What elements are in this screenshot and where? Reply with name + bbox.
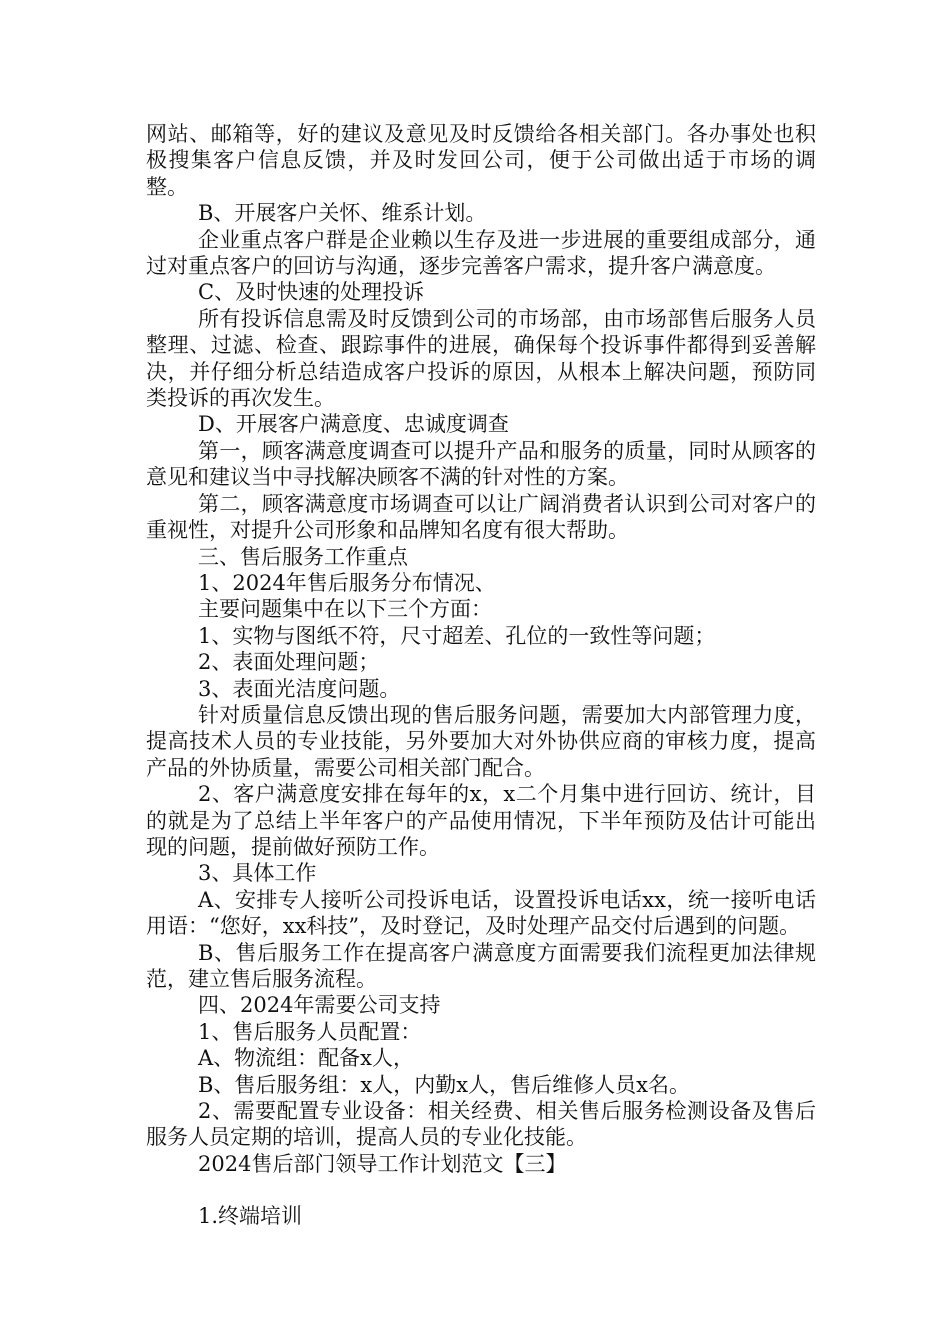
paragraph: 第一，顾客满意度调查可以提升产品和服务的质量，同时从顾客的意见和建议当中寻找解决顾客不满的针对性的方案。: [146, 438, 816, 490]
paragraph: A、物流组：配备x人，: [198, 1046, 415, 1071]
paragraph: 3、表面光洁度问题。: [198, 676, 401, 701]
paragraph: 网站、邮箱等，好的建议及意见及时反馈给各相关部门。各办事处也积极搜集客户信息反馈，并及时发回公司，便于公司做出适于市场的调整。: [146, 122, 816, 199]
paragraph: 2024售后部门领导工作计划范文【三】: [198, 1151, 567, 1176]
blank-line: [146, 1177, 816, 1203]
paragraph: C、及时快速的处理投诉: [198, 280, 425, 305]
paragraph: 针对质量信息反馈出现的售后服务问题，需要加大内部管理力度，提高技术人员的专业技能，另外要加大对外协供应商的审核力度，提高产品的外协质量，需要公司相关部门配合。: [146, 702, 816, 780]
paragraph: 所有投诉信息需及时反馈到公司的市场部，由市场部售后服务人员整理、过滤、检查、跟踪事件的进展，确保每个投诉事件都得到妥善解决，并仔细分析总结造成客户投诉的原因，从根本上解决问题，预防同类投诉的再次发生。: [146, 306, 816, 411]
section-heading: 1.终端培训: [198, 1204, 303, 1229]
paragraph-list: [146, 121, 816, 1177]
paragraph: A、安排专人接听公司投诉电话，设置投诉电话xx，统一接听电话用语：“您好，xx科技”，及时登记，及时处理产品交付后遇到的问题。: [146, 887, 816, 939]
paragraph: 企业重点客户群是企业赖以生存及进一步进展的重要组成部分，通过对重点客户的回访与沟通，逐步完善客户需求，提升客户满意度。: [146, 227, 816, 279]
paragraph: 3、具体工作: [198, 861, 317, 886]
paragraph: 1、2024年售后服务分布情况、: [198, 570, 496, 595]
paragraph: D、开展客户满意度、忠诚度调查: [198, 412, 509, 437]
paragraph: B、售后服务组：x人，内勤x人，售后维修人员x名。: [198, 1072, 690, 1097]
paragraph: B、开展客户关怀、维系计划。: [198, 201, 487, 226]
paragraph: 2、客户满意度安排在每年的x，x二个月集中进行回访、统计，目的就是为了总结上半年客户的产品使用情况，下半年预防及估计可能出现的问题，提前做好预防工作。: [146, 782, 816, 859]
paragraph: B、售后服务工作在提高客户满意度方面需要我们流程更加法律规范，建立售后服务流程。: [146, 940, 816, 991]
paragraph: 2、表面处理问题；: [198, 650, 380, 675]
paragraph: 主要问题集中在以下三个方面：: [198, 597, 492, 622]
paragraph: 第二，顾客满意度市场调查可以让广阔消费者认识到公司对客户的重视性，对提升公司形象和品牌知名度有很大帮助。: [146, 491, 816, 543]
paragraph: 四、2024年需要公司支持: [198, 993, 441, 1018]
paragraph: 1、售后服务人员配置：: [198, 1019, 422, 1044]
document-page: [146, 121, 816, 1230]
paragraph: 2、需要配置专业设备：相关经费、相关售后服务检测设备及售后服务人员定期的培训，提高人员的专业化技能。: [146, 1099, 816, 1150]
paragraph: 1、实物与图纸不符，尺寸超差、孔位的一致性等问题；: [198, 623, 716, 648]
paragraph: 三、售后服务工作重点: [198, 544, 408, 569]
